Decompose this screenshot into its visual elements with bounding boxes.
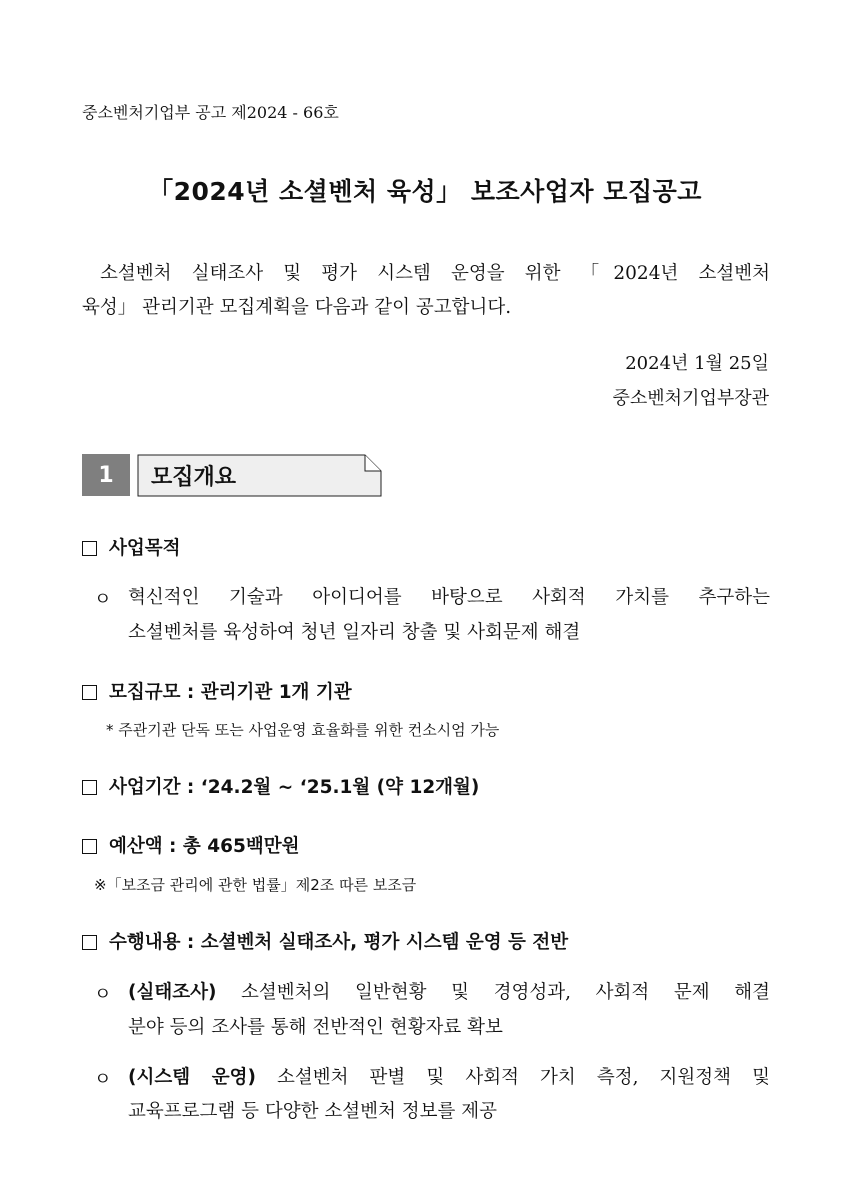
scale-heading-text: 모집규모 : 관리기관 1개 기관 (109, 682, 352, 703)
content-heading (82, 928, 568, 954)
issuer: 중소벤처기업부장관 (612, 388, 769, 409)
bullet-circle-icon: ㅇ (94, 1069, 112, 1090)
budget-heading (82, 832, 299, 858)
checkbox-square-icon (82, 685, 97, 700)
checkbox-square-icon (82, 935, 97, 950)
purpose-line-2: 소셜벤처를 육성하여 청년 일자리 창출 및 사회문제 해결 (128, 622, 581, 643)
bullet-circle-icon: ㅇ (94, 589, 112, 610)
survey-line-1 (128, 978, 770, 1004)
scale-heading (82, 678, 352, 704)
system-line-1 (128, 1063, 770, 1089)
purpose-heading-text: 사업목적 (109, 538, 181, 559)
checkbox-square-icon (82, 839, 97, 854)
system-text: 소셜벤처 판별 및 사회적 가치 측정, 지원정책 및 (255, 1067, 770, 1088)
survey-text: 소셜벤처의 일반현황 및 경영성과, 사회적 문제 해결 (216, 982, 770, 1003)
bullet-circle-icon: ㅇ (94, 984, 112, 1005)
budget-heading-text: 예산액 : 총 465백만원 (109, 836, 300, 857)
page-title: 「2024년 소셜벤처 육성」 보조사업자 모집공고 (148, 177, 702, 206)
budget-note: ※「보조금 관리에 관한 법률」제2조 따른 보조금 (94, 876, 417, 894)
scale-note: * 주관기관 단독 또는 사업운영 효율화를 위한 컨소시엄 가능 (106, 721, 500, 739)
notice-date: 2024년 1월 25일 (625, 353, 769, 374)
content-heading-text: 수행내용 : 소셜벤처 실태조사, 평가 시스템 운영 등 전반 (109, 932, 569, 953)
intro-line-2: 육성」 관리기관 모집계획을 다음과 같이 공고합니다. (82, 297, 512, 318)
section-number: 1 (82, 454, 130, 496)
purpose-line-1: 혁신적인 기술과 아이디어를 바탕으로 사회적 가치를 추구하는 (128, 587, 770, 608)
checkbox-square-icon (82, 780, 97, 795)
survey-line-2: 분야 등의 조사를 통해 전반적인 현황자료 확보 (128, 1017, 503, 1038)
survey-lead: (실태조사) (128, 982, 217, 1003)
system-line-2: 교육프로그램 등 다양한 소셜벤처 정보를 제공 (128, 1101, 497, 1122)
intro-line-1: 소셜벤처 실태조사 및 평가 시스템 운영을 위한 「2024년 소셜벤처 (100, 263, 770, 284)
period-heading (82, 773, 479, 799)
notice-number: 중소벤처기업부 공고 제2024 - 66호 (82, 103, 339, 122)
system-lead: (시스템 운영) (128, 1067, 256, 1088)
checkbox-square-icon (82, 541, 97, 556)
purpose-heading (82, 534, 180, 560)
period-heading-text: 사업기간 : ‘24.2월 ~ ‘25.1월 (약 12개월) (109, 777, 480, 798)
section-title: 모집개요 (151, 465, 237, 490)
section-header (137, 454, 382, 496)
